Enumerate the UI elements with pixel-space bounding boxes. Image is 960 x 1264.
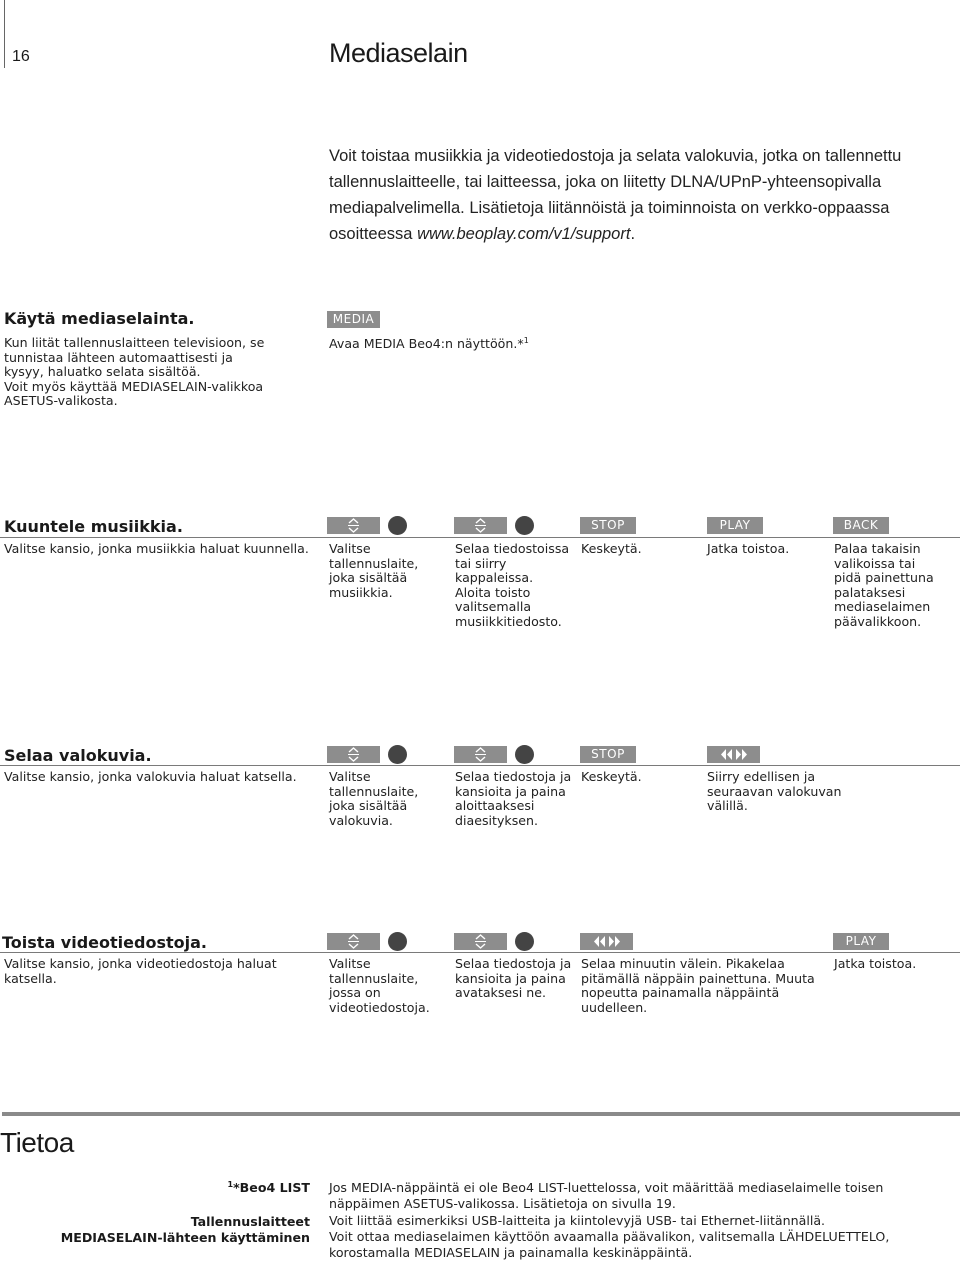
up-down-navigation-icon (454, 933, 507, 950)
musiikki-intro: Valitse kansio, jonka musiikkia haluat kuunnella. (4, 541, 309, 556)
section-heading-valokuvia: Selaa valokuvia. (4, 746, 152, 765)
center-button-icon (515, 745, 534, 764)
video-rule (0, 952, 960, 953)
media-button: MEDIA (327, 311, 380, 328)
page-number: 16 (12, 48, 30, 65)
center-button-icon (388, 745, 407, 764)
musiikki-step4: Jatka toistoa. (707, 541, 790, 556)
margin-line (4, 0, 5, 68)
musiikki-step2: Selaa tiedostoissa tai siirry kappaleissa. Aloita toisto valitsemalla musiikkitiedosto. (455, 541, 570, 629)
section-heading-video: Toista videotiedostoja. (2, 933, 207, 952)
note1-sup: 1 (227, 1180, 234, 1189)
valokuvia-step4: Siirry edellisen ja seuraavan valokuvan välillä. (707, 769, 842, 813)
video-intro: Valitse kansio, jonka videotiedostoja haluat katsella. (4, 956, 277, 986)
section-heading-musiikki: Kuuntele musiikkia. (4, 517, 183, 536)
valokuvia-step1: Valitse tallennuslaite, joka sisältää valokuvia. (329, 769, 419, 828)
note2-label: Tallennuslaitteet (190, 1214, 310, 1229)
rewind-fast-forward-icon (707, 746, 760, 763)
note3-text: Voit ottaa mediaselaimen käyttöön avaamalla päävalikon, valitsemalla LÄHDELUETTELO, korostamalla MEDIASELAIN ja painamalla keskinäppäintä. (329, 1229, 890, 1260)
valokuvia-step2: Selaa tiedostoja ja kansioita ja paina aloittaaksesi diaesityksen. (455, 769, 572, 828)
tietoa-divider (2, 1112, 960, 1116)
valokuvia-intro: Valitse kansio, jonka valokuvia haluat katsella. (4, 769, 297, 784)
play-button: PLAY (833, 933, 889, 950)
kayta-instruction (329, 334, 529, 352)
musiikki-rule (0, 537, 960, 538)
rewind-fast-forward-icon (580, 933, 633, 950)
musiikki-step1: Valitse tallennuslaite, joka sisältää musiikkia. (329, 541, 419, 600)
intro-paragraph (329, 143, 929, 247)
up-down-navigation-icon (327, 746, 380, 763)
kayta-body: Kun liität tallennuslaitteen televisioon, se tunnistaa lähteen automaattisesti ja kysyy, haluatko selata sisältöä. (4, 335, 265, 379)
center-button-icon (515, 516, 534, 535)
kayta-description (4, 336, 274, 409)
up-down-navigation-icon (327, 517, 380, 534)
center-button-icon (515, 932, 534, 951)
video-step2: Selaa tiedostoja ja kansioita ja paina avataksesi ne. (455, 956, 572, 1000)
note1-label (228, 1180, 310, 1195)
note1-text: Jos MEDIA-näppäintä ei ole Beo4 LIST-luettelossa, voit määrittää mediaselaimelle toisen näppäimen ASETUS-valikossa. Lisätietoja on sivulla 19. (329, 1180, 884, 1211)
up-down-navigation-icon (327, 933, 380, 950)
musiikki-step5: Palaa takaisin valikoissa tai pidä painettuna palataksesi mediaselaimen päävalikkoon. (834, 541, 934, 629)
section-heading-kayta: Käytä mediaselainta. (4, 309, 195, 328)
video-step3: Selaa minuutin välein. Pikakelaa pitämällä näppäin painettuna. Muuta nopeutta painamalla näppäintä uudelleen. (581, 956, 815, 1015)
center-button-icon (388, 932, 407, 951)
valokuvia-rule (0, 765, 960, 766)
intro-end: . (630, 225, 636, 243)
footnote-mark: 1 (523, 336, 529, 345)
video-step1: Valitse tallennuslaite, jossa on videotiedostoja. (329, 956, 430, 1015)
play-button: PLAY (707, 517, 763, 534)
kayta-body2: Voit myös käyttää MEDIASELAIN-valikkoa ASETUS-valikosta. (4, 378, 264, 408)
valokuvia-step3: Keskeytä. (581, 769, 642, 784)
back-button: BACK (833, 517, 889, 534)
support-link[interactable]: www.beoplay.com/v1/support (417, 225, 631, 243)
musiikki-step3: Keskeytä. (581, 541, 642, 556)
kayta-instruction-text: Avaa MEDIA Beo4:n näyttöön.* (329, 336, 524, 352)
note1-label-text: *Beo4 LIST (233, 1180, 310, 1196)
video-step4: Jatka toistoa. (834, 956, 917, 971)
up-down-navigation-icon (454, 746, 507, 763)
stop-button: STOP (580, 746, 636, 763)
center-button-icon (388, 516, 407, 535)
stop-button: STOP (580, 517, 636, 534)
tietoa-heading: Tietoa (0, 1127, 74, 1158)
up-down-navigation-icon (454, 517, 507, 534)
note3-label: MEDIASELAIN-lähteen käyttäminen (60, 1230, 310, 1245)
note2-text: Voit liittää esimerkiksi USB-laitteita ja kiintolevyjä USB- tai Ethernet-liitännällä. (329, 1213, 826, 1228)
page-title: Mediaselain (329, 38, 468, 68)
intro-text: Voit toistaa musiikkia ja videotiedostoja ja selata valokuvia, jotka on tallennettu tallennuslaitteelle, tai laitteessa, joka on liitetty DLNA/UPnP-yhteensopivalla mediapalvelimella. Lisätietoja liitännöistä ja toiminnoista on verkko-oppaassa osoitteessa (329, 147, 902, 243)
